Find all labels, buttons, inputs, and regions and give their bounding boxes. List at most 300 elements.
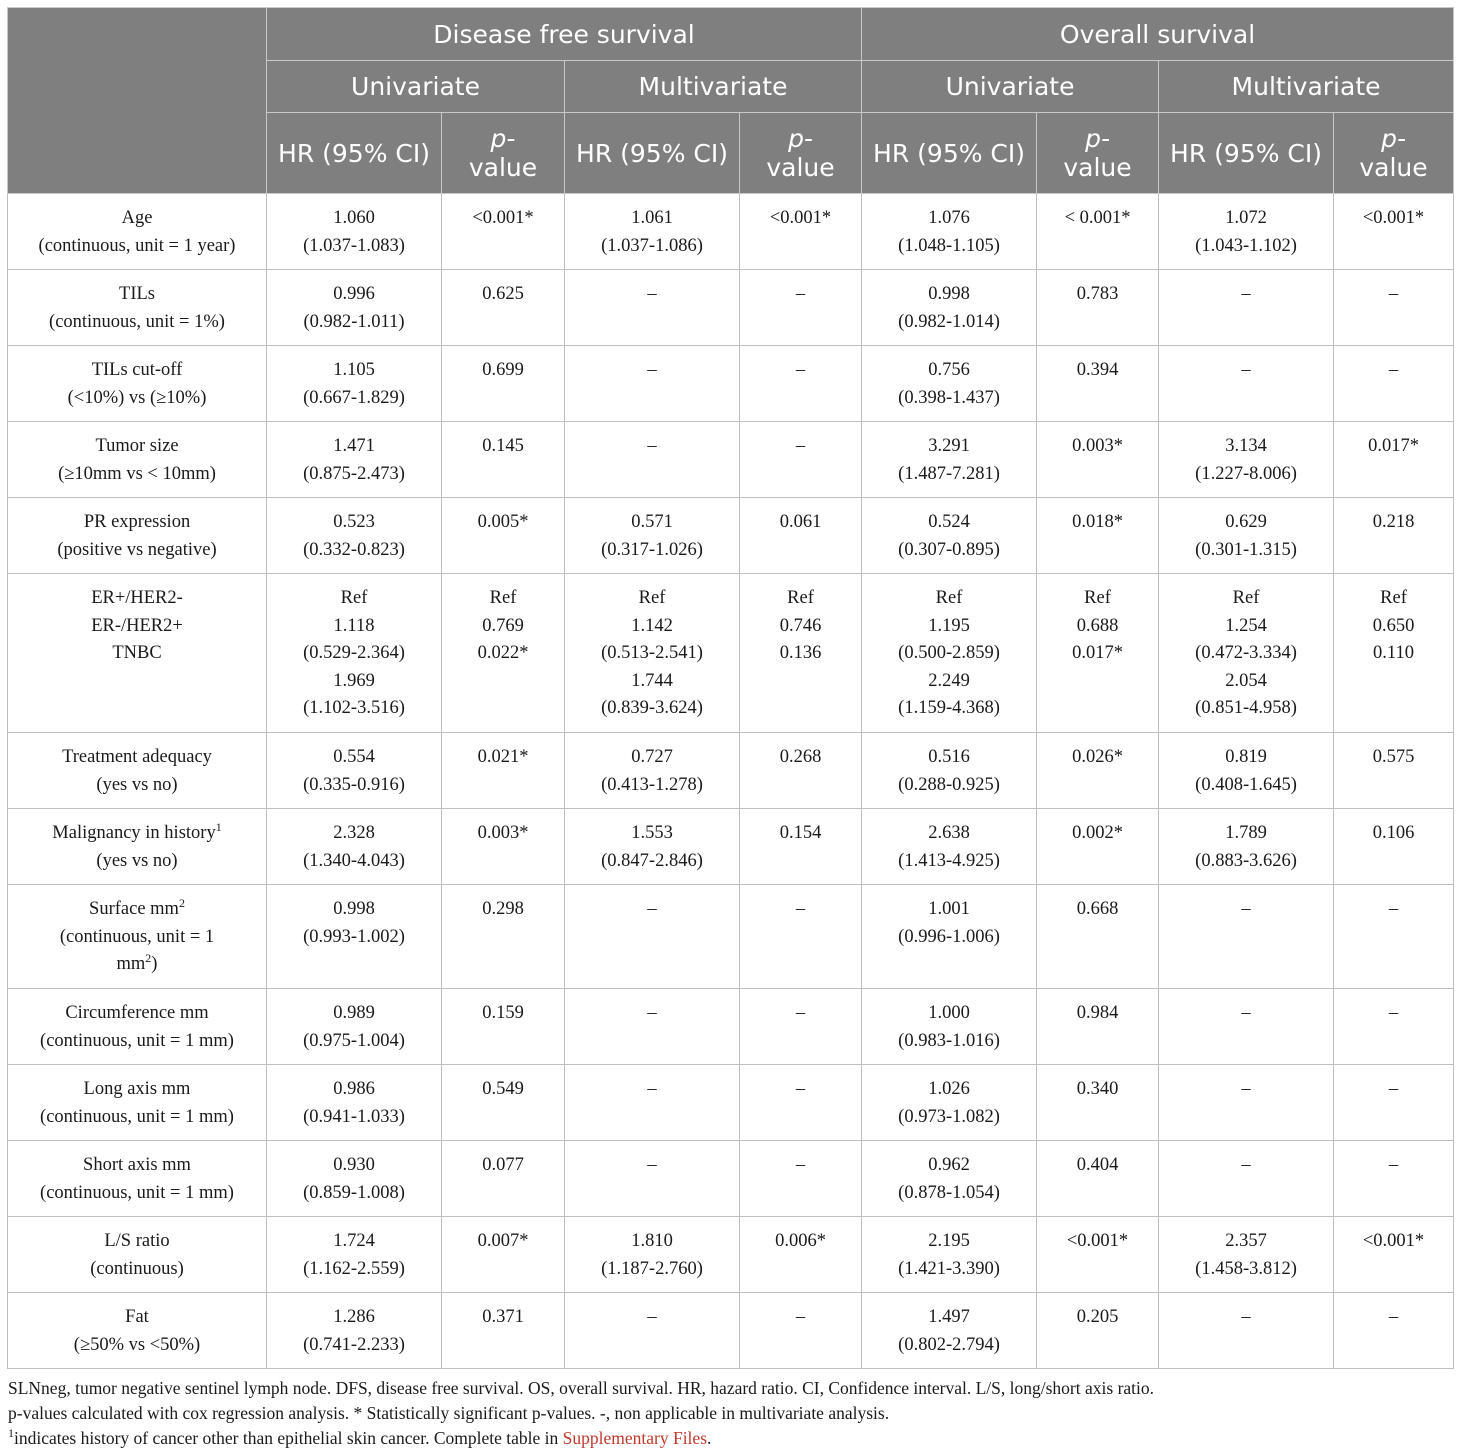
- cell-value: 0.575: [1372, 747, 1415, 767]
- row-label-line: ): [151, 954, 158, 974]
- hr-cell: [267, 194, 442, 270]
- row-label-line: (continuous, unit = 1 mm): [40, 1030, 234, 1051]
- hr-cell: [267, 270, 442, 346]
- p-value-cell: [740, 733, 862, 809]
- hr-cell: [862, 733, 1037, 809]
- row-label: [8, 1217, 267, 1293]
- cell-value: 0.783: [1076, 284, 1119, 304]
- row-label: [8, 1141, 267, 1217]
- cell-value: –: [1388, 1003, 1399, 1023]
- cell-value: (0.982-1.011): [303, 311, 405, 332]
- cell-value: Ref: [1084, 588, 1111, 608]
- p-value-cell: [442, 809, 565, 885]
- row-label-line: (continuous, unit = 1%): [49, 311, 225, 332]
- hr-cell: [267, 346, 442, 422]
- p-value-cell: [1037, 1065, 1159, 1141]
- row-label-line: Surface mm: [89, 899, 179, 919]
- cell-value: 0.026*: [1072, 747, 1123, 767]
- cell-value: (1.162-2.559): [303, 1258, 405, 1279]
- row-label-line: ER-/HER2+: [91, 615, 183, 636]
- p-value-cell: [1037, 1217, 1159, 1293]
- cell-value: 1.060: [333, 208, 375, 228]
- cell-value: (0.802-2.794): [898, 1334, 1000, 1355]
- row-label: [8, 809, 267, 885]
- cell-value: (0.301-1.315): [1195, 539, 1297, 560]
- row-label-line: Fat: [125, 1307, 149, 1327]
- cell-value: (0.973-1.082): [898, 1106, 1000, 1127]
- p-value-cell: [1037, 885, 1159, 989]
- p-value-cell: [1334, 1217, 1454, 1293]
- table-row: [8, 346, 1454, 422]
- p-value-cell: [442, 194, 565, 270]
- p-value-cell: [1334, 1141, 1454, 1217]
- cell-value: –: [795, 284, 806, 304]
- row-label-line: Treatment adequacy: [62, 747, 212, 767]
- header-dfs-univariate: Univariate: [267, 61, 565, 113]
- cell-value: 1.001: [928, 899, 970, 919]
- header-dfs-multivariate: Multivariate: [565, 61, 862, 113]
- cell-value: (0.883-3.626): [1195, 850, 1297, 871]
- hr-cell: [862, 498, 1037, 574]
- cell-value: 1.744: [631, 670, 673, 691]
- cell-value: 0.002*: [1072, 823, 1123, 843]
- header-os-univariate: Univariate: [862, 61, 1159, 113]
- cell-value: 0.688: [1076, 615, 1119, 636]
- row-label-line: (continuous, unit = 1 mm): [40, 1106, 234, 1127]
- cell-value: 0.394: [1076, 360, 1119, 380]
- hr-cell: [565, 1141, 740, 1217]
- cell-value: 0.061: [779, 512, 822, 532]
- cell-value: (0.996-1.006): [898, 926, 1000, 947]
- p-value-cell: [740, 989, 862, 1065]
- cell-value: 0.996: [333, 284, 375, 304]
- p-value-cell: [740, 1065, 862, 1141]
- p-value-cell: [1334, 422, 1454, 498]
- cell-value: 0.516: [928, 747, 970, 767]
- cell-value: 0.650: [1372, 615, 1415, 636]
- cell-value: (0.878-1.054): [898, 1182, 1000, 1203]
- cell-value: (0.398-1.437): [898, 387, 1000, 408]
- row-label-line: TNBC: [112, 643, 162, 663]
- table-row: [8, 270, 1454, 346]
- cell-value: 0.554: [333, 747, 375, 767]
- p-value-cell: [442, 422, 565, 498]
- cell-value: 0.998: [333, 899, 375, 919]
- cell-value: (1.413-4.925): [898, 850, 1000, 871]
- hr-cell: [565, 1217, 740, 1293]
- header-p-value: [442, 113, 565, 194]
- cell-value: –: [795, 436, 806, 456]
- table-row: [8, 809, 1454, 885]
- cell-value: 0.021*: [477, 747, 529, 767]
- row-label: [8, 1293, 267, 1369]
- row-label-line: Age: [121, 208, 153, 228]
- cell-value: –: [1388, 899, 1399, 919]
- hr-cell: [1159, 270, 1334, 346]
- header-p-value-word: value: [766, 153, 835, 182]
- footnote-pvalues: p-values calculated with cox regression analysis. * Statistically significant p-values. -, non applicable in multivariate analysis.: [8, 1403, 890, 1423]
- p-value-cell: [1334, 574, 1454, 733]
- cell-value: 0.018*: [1072, 512, 1123, 532]
- p-value-cell: [1037, 809, 1159, 885]
- p-value-cell: [1334, 270, 1454, 346]
- p-value-cell: [442, 346, 565, 422]
- hr-cell: [565, 574, 740, 733]
- hr-cell: [862, 1293, 1037, 1369]
- row-label: [8, 194, 267, 270]
- cell-value: 0.205: [1076, 1307, 1119, 1327]
- header-overall-survival: Overall survival: [862, 8, 1454, 61]
- cell-value: (1.458-3.812): [1195, 1258, 1297, 1279]
- cell-value: (0.307-0.895): [898, 539, 1000, 560]
- superscript: 1: [215, 819, 222, 834]
- cell-value: (1.421-3.390): [898, 1258, 1000, 1279]
- cell-value: 0.218: [1372, 512, 1415, 532]
- row-label-line: (yes vs no): [96, 774, 178, 795]
- row-label-line: (<10%) vs (≥10%): [67, 387, 207, 408]
- cell-value: (0.859-1.008): [303, 1182, 405, 1203]
- hr-cell: [565, 809, 740, 885]
- cell-value: 1.553: [631, 823, 673, 843]
- cell-value: (1.037-1.086): [601, 235, 703, 256]
- hr-cell: [267, 1065, 442, 1141]
- hr-cell: [267, 733, 442, 809]
- cell-value: (0.851-4.958): [1195, 698, 1297, 718]
- cell-value: –: [647, 1079, 657, 1099]
- cell-value: Ref: [1232, 588, 1260, 608]
- cell-value: <0.001*: [1362, 1231, 1425, 1251]
- cell-value: 1.195: [928, 615, 970, 636]
- row-label-line: (yes vs no): [96, 850, 178, 871]
- hr-cell: [1159, 194, 1334, 270]
- p-value-cell: [442, 1293, 565, 1369]
- cell-value: 0.268: [779, 747, 822, 767]
- header-p-value-word: value: [1359, 153, 1428, 182]
- cell-value: 1.286: [333, 1307, 375, 1327]
- header-os-multivariate: Multivariate: [1159, 61, 1454, 113]
- cell-value: 1.810: [631, 1231, 673, 1251]
- header-p-value-word: value: [1063, 153, 1132, 182]
- cell-value: –: [1388, 284, 1399, 304]
- p-value-cell: [1037, 422, 1159, 498]
- cell-value: 1.000: [928, 1003, 970, 1023]
- cell-value: (0.975-1.004): [303, 1030, 405, 1051]
- header-disease-free-survival: Disease free survival: [267, 8, 862, 61]
- cell-value: 1.072: [1225, 208, 1267, 228]
- p-value-cell: [1334, 346, 1454, 422]
- hr-cell: [862, 885, 1037, 989]
- cell-value: 1.969: [333, 670, 375, 691]
- cell-value: (0.288-0.925): [898, 774, 1000, 795]
- table-row: [8, 422, 1454, 498]
- cell-value: –: [1241, 360, 1251, 380]
- cell-value: –: [647, 1307, 657, 1327]
- p-value-cell: [442, 1217, 565, 1293]
- cell-value: 2.328: [333, 823, 375, 843]
- cell-value: 0.145: [482, 436, 524, 456]
- cell-value: 1.061: [631, 208, 673, 228]
- header-p-value-italic: p-: [490, 124, 516, 153]
- cell-value: 0.017*: [1368, 436, 1419, 456]
- cell-value: 0.769: [482, 615, 524, 636]
- cell-value: –: [1241, 1307, 1251, 1327]
- p-value-cell: [1037, 733, 1159, 809]
- p-value-cell: [442, 1141, 565, 1217]
- p-value-cell: [442, 270, 565, 346]
- hr-cell: [1159, 574, 1334, 733]
- cell-value: 0.756: [928, 360, 970, 380]
- supplementary-files-link[interactable]: Supplementary Files: [562, 1428, 707, 1448]
- cell-value: 0.625: [482, 284, 524, 304]
- cell-value: 1.254: [1225, 615, 1267, 636]
- cell-value: (1.048-1.105): [898, 235, 1000, 256]
- cell-value: 0.005*: [477, 512, 529, 532]
- hr-cell: [267, 1141, 442, 1217]
- row-label-line: (≥10mm vs < 10mm): [58, 463, 216, 484]
- cell-value: (0.529-2.364): [303, 643, 405, 663]
- cell-value: (1.340-4.043): [303, 850, 405, 871]
- cell-value: 0.962: [928, 1155, 970, 1175]
- row-label: [8, 270, 267, 346]
- cell-value: (1.187-2.760): [601, 1258, 703, 1279]
- hr-cell: [862, 574, 1037, 733]
- table-row: [8, 1141, 1454, 1217]
- cell-value: (0.983-1.016): [898, 1030, 1000, 1051]
- cell-value: (1.037-1.083): [303, 235, 405, 256]
- row-label-line: Malignancy in history: [52, 823, 216, 843]
- cell-value: (1.102-3.516): [303, 698, 405, 718]
- row-label-line: PR expression: [83, 512, 191, 532]
- p-value-cell: [1037, 346, 1159, 422]
- cell-value: 0.699: [482, 360, 524, 380]
- p-value-cell: [740, 270, 862, 346]
- cell-value: 2.249: [928, 670, 970, 691]
- row-label: [8, 498, 267, 574]
- table-body: [8, 194, 1454, 1369]
- row-label-line: Circumference mm: [65, 1003, 209, 1023]
- cell-value: –: [795, 1079, 806, 1099]
- footnote-marker: 1: [8, 1426, 14, 1441]
- cell-value: 0.930: [333, 1155, 375, 1175]
- cell-value: 1.142: [631, 615, 673, 636]
- cell-value: –: [795, 360, 806, 380]
- p-value-cell: [1037, 194, 1159, 270]
- cell-value: 0.571: [631, 512, 673, 532]
- cell-value: < 0.001*: [1064, 208, 1131, 228]
- header-p-value: [1334, 113, 1454, 194]
- hr-cell: [565, 270, 740, 346]
- cell-value: (0.839-3.624): [601, 698, 703, 718]
- cell-value: –: [647, 436, 657, 456]
- row-label-line: (continuous, unit = 1 year): [38, 235, 236, 256]
- cell-value: –: [1388, 360, 1399, 380]
- p-value-cell: [740, 1141, 862, 1217]
- cell-value: 0.984: [1076, 1003, 1119, 1023]
- p-value-cell: [740, 346, 862, 422]
- results-table: [7, 7, 1454, 1369]
- hr-cell: [565, 422, 740, 498]
- table-row: [8, 498, 1454, 574]
- cell-value: (1.159-4.368): [898, 698, 1000, 718]
- row-label-line: L/S ratio: [104, 1231, 170, 1251]
- cell-value: Ref: [787, 588, 814, 608]
- hr-cell: [862, 194, 1037, 270]
- cell-value: 0.549: [482, 1079, 524, 1099]
- cell-value: (0.982-1.014): [898, 311, 1000, 332]
- p-value-cell: [740, 574, 862, 733]
- cell-value: 0.746: [779, 615, 822, 636]
- footnote-history-text: indicates history of cancer other than epithelial skin cancer. Complete table in: [14, 1428, 563, 1448]
- hr-cell: [862, 346, 1037, 422]
- header-p-value-word: value: [468, 153, 538, 182]
- footnote-end: .: [707, 1428, 712, 1448]
- cell-value: 1.789: [1225, 823, 1267, 843]
- hr-cell: [862, 422, 1037, 498]
- table-footnote: [8, 1376, 1452, 1451]
- hr-cell: [1159, 809, 1334, 885]
- p-value-cell: [1334, 809, 1454, 885]
- cell-value: 0.110: [1373, 643, 1414, 663]
- hr-cell: [1159, 1217, 1334, 1293]
- p-value-cell: [1334, 194, 1454, 270]
- cell-value: <0.001*: [769, 208, 832, 228]
- row-label: [8, 733, 267, 809]
- row-label-line: Long axis mm: [83, 1079, 191, 1099]
- cell-value: <0.001*: [1362, 208, 1425, 228]
- cell-value: 0.524: [928, 512, 970, 532]
- cell-value: (0.408-1.645): [1195, 774, 1297, 795]
- cell-value: –: [1388, 1307, 1399, 1327]
- table-row: [8, 733, 1454, 809]
- cell-value: –: [647, 1155, 657, 1175]
- cell-value: –: [1241, 1155, 1251, 1175]
- cell-value: (0.513-2.541): [601, 643, 703, 663]
- header-hr-ci: HR (95% CI): [267, 113, 442, 194]
- cell-value: –: [795, 1003, 806, 1023]
- table-header: [8, 8, 1454, 194]
- header-hr-ci: HR (95% CI): [1159, 113, 1334, 194]
- cell-value: 0.819: [1225, 747, 1267, 767]
- cell-value: (0.667-1.829): [303, 387, 405, 408]
- hr-cell: [1159, 885, 1334, 989]
- cell-value: –: [647, 899, 657, 919]
- cell-value: Ref: [638, 588, 666, 608]
- cell-value: 1.026: [928, 1079, 970, 1099]
- hr-cell: [862, 270, 1037, 346]
- table-row: [8, 1293, 1454, 1369]
- cell-value: 0.727: [631, 747, 673, 767]
- cell-value: –: [647, 1003, 657, 1023]
- cell-value: (0.741-2.233): [303, 1334, 405, 1355]
- cell-value: (0.941-1.033): [303, 1106, 405, 1127]
- p-value-cell: [442, 574, 565, 733]
- cell-value: Ref: [340, 588, 368, 608]
- p-value-cell: [442, 1065, 565, 1141]
- cell-value: –: [795, 1307, 806, 1327]
- cell-value: 0.022*: [477, 643, 529, 663]
- row-label-line: TILs: [119, 284, 155, 304]
- table-row: [8, 194, 1454, 270]
- cell-value: –: [647, 360, 657, 380]
- superscript: 2: [178, 895, 185, 910]
- p-value-cell: [442, 885, 565, 989]
- cell-value: 3.291: [928, 436, 970, 456]
- cell-value: 0.523: [333, 512, 375, 532]
- cell-value: –: [1241, 1079, 1251, 1099]
- cell-value: Ref: [935, 588, 963, 608]
- hr-cell: [267, 1217, 442, 1293]
- p-value-cell: [1037, 1293, 1159, 1369]
- p-value-cell: [1334, 498, 1454, 574]
- cell-value: Ref: [489, 588, 517, 608]
- p-value-cell: [442, 733, 565, 809]
- cell-value: 0.136: [779, 643, 822, 663]
- cell-value: (0.413-1.278): [601, 774, 703, 795]
- row-label: [8, 346, 267, 422]
- hr-cell: [565, 885, 740, 989]
- cell-value: –: [647, 284, 657, 304]
- superscript: 2: [145, 950, 152, 965]
- cell-value: <0.001*: [1066, 1231, 1129, 1251]
- cell-value: 2.357: [1225, 1231, 1267, 1251]
- cell-value: (0.875-2.473): [303, 463, 405, 484]
- cell-value: –: [795, 1155, 806, 1175]
- cell-value: <0.001*: [472, 208, 534, 228]
- cell-value: 1.118: [333, 615, 375, 636]
- row-label-line: ER+/HER2-: [91, 588, 183, 608]
- cell-value: (0.993-1.002): [303, 926, 405, 947]
- cell-value: (0.332-0.823): [303, 539, 405, 560]
- row-label: [8, 989, 267, 1065]
- row-label-line: (positive vs negative): [57, 539, 217, 560]
- p-value-cell: [1334, 885, 1454, 989]
- cell-value: –: [1241, 284, 1251, 304]
- hr-cell: [267, 885, 442, 989]
- p-value-cell: [1334, 989, 1454, 1065]
- hr-cell: [565, 733, 740, 809]
- footnote-history: [8, 1426, 1452, 1451]
- hr-cell: [862, 989, 1037, 1065]
- cell-value: 0.106: [1372, 823, 1415, 843]
- header-p-value: [1037, 113, 1159, 194]
- p-value-cell: [740, 498, 862, 574]
- footnote-abbreviations: SLNneg, tumor negative sentinel lymph node. DFS, disease free survival. OS, overall survival. HR, hazard ratio. CI, Confidence interval. L/S, long/short axis ratio.: [8, 1378, 1155, 1398]
- header-p-value: [740, 113, 862, 194]
- header-hr-ci: HR (95% CI): [862, 113, 1037, 194]
- cell-value: 0.154: [779, 823, 822, 843]
- hr-cell: [862, 1065, 1037, 1141]
- hr-cell: [267, 498, 442, 574]
- hr-cell: [1159, 1141, 1334, 1217]
- hr-cell: [565, 498, 740, 574]
- cell-value: 0.017*: [1072, 643, 1123, 663]
- cell-value: 2.195: [928, 1231, 970, 1251]
- row-label: [8, 422, 267, 498]
- cell-value: 3.134: [1225, 436, 1267, 456]
- cell-value: 2.054: [1225, 670, 1267, 691]
- cell-value: 0.159: [482, 1003, 524, 1023]
- cell-value: 1.105: [333, 360, 375, 380]
- cell-value: 1.471: [333, 436, 375, 456]
- p-value-cell: [442, 989, 565, 1065]
- hr-cell: [565, 1293, 740, 1369]
- cell-value: 0.998: [928, 284, 970, 304]
- hr-cell: [1159, 498, 1334, 574]
- cell-value: 0.298: [482, 899, 524, 919]
- p-value-cell: [442, 498, 565, 574]
- p-value-cell: [1037, 1141, 1159, 1217]
- cell-value: 2.638: [928, 823, 970, 843]
